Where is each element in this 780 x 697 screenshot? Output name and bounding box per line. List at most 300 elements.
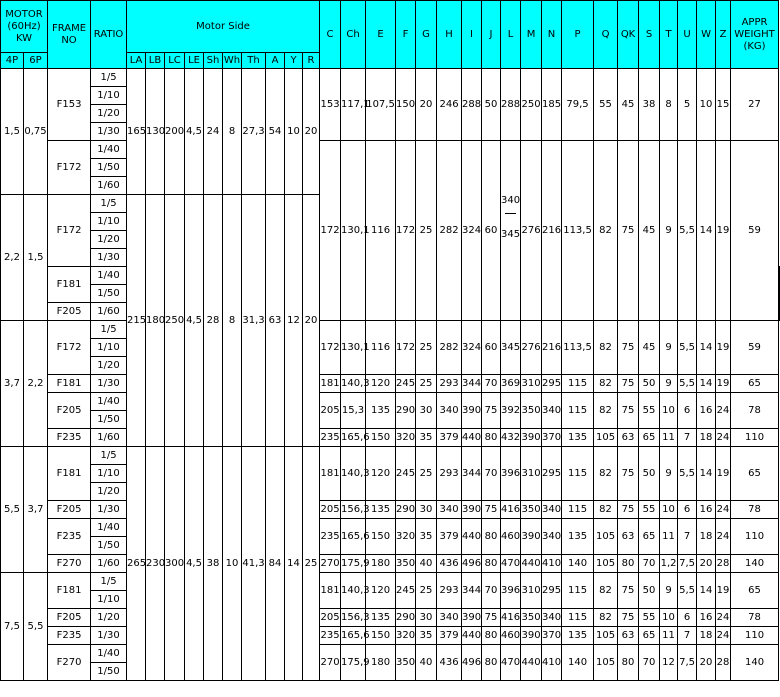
- ratio-cell: 1/10: [91, 213, 127, 231]
- dim-cell: 75: [618, 501, 639, 519]
- dim-cell: 75: [618, 573, 639, 609]
- dim-cell: 340: [437, 501, 462, 519]
- dim-cell: 28: [716, 555, 731, 573]
- dim-cell: 20: [697, 555, 716, 573]
- dim-cell: 115: [562, 609, 594, 627]
- motor-side-cell: 300: [165, 447, 185, 681]
- frame-no-cell: F172: [48, 195, 91, 267]
- dash-divider: [505, 213, 516, 214]
- dim-cell: 205: [320, 609, 341, 627]
- ratio-cell: 1/40: [91, 645, 127, 663]
- table-row: [1, 1, 780, 53]
- dim-cell: 340: [542, 501, 562, 519]
- motor-side-cell: 25: [303, 447, 320, 681]
- dim-cell: 16: [697, 609, 716, 627]
- dim-cell: 350: [396, 555, 416, 573]
- dim-cell: 282: [437, 321, 462, 375]
- dim-col-header: M: [521, 1, 542, 69]
- dim-cell: 105: [594, 555, 618, 573]
- frame-no-cell: F205: [48, 303, 91, 321]
- dim-cell: 295: [542, 375, 562, 393]
- weight-cell: 27: [731, 69, 779, 141]
- dim-cell: 340: [437, 393, 462, 429]
- dim-cell: 82: [594, 393, 618, 429]
- dim-col-header: Z: [716, 1, 731, 69]
- dim-cell: 20: [697, 645, 716, 681]
- dim-cell: 235: [320, 627, 341, 645]
- dim-cell: 156,3: [341, 501, 366, 519]
- dim-cell: 65: [639, 429, 660, 447]
- ratio-cell: 1/40: [91, 267, 127, 285]
- frame-no-cell: F172: [48, 321, 91, 375]
- dim-cell: 55: [639, 609, 660, 627]
- table-row: [1, 519, 780, 537]
- dim-cell: 324: [462, 141, 482, 321]
- dim-cell: 105: [594, 429, 618, 447]
- ratio-cell: 1/60: [91, 303, 127, 321]
- dim-cell: 75: [618, 321, 639, 375]
- dim-cell: 24: [716, 501, 731, 519]
- dim-cell: 440: [521, 645, 542, 681]
- dim-cell: 496: [462, 555, 482, 573]
- dim-cell: 135: [366, 609, 396, 627]
- motor-side-cell: 130: [146, 69, 165, 195]
- dim-cell: 460: [501, 627, 521, 645]
- dim-cell: 165,6: [341, 429, 366, 447]
- motor-side-col-header: LC: [165, 53, 185, 69]
- ratio-cell: 1/50: [91, 537, 127, 555]
- dim-cell: 35: [416, 429, 437, 447]
- motor-side-col-header: LA: [127, 53, 146, 69]
- dim-cell: 156,3: [341, 609, 366, 627]
- dim-col-header: W: [697, 1, 716, 69]
- dim-cell: 82: [594, 573, 618, 609]
- motor-kw-4p: 7,5: [1, 573, 24, 681]
- ratio-cell: 1/5: [91, 573, 127, 591]
- dim-cell: 205: [320, 501, 341, 519]
- dim-cell: 19: [716, 573, 731, 609]
- dim-cell: 150: [366, 627, 396, 645]
- dim-cell: 10: [660, 501, 678, 519]
- ratio-cell: 1/10: [91, 339, 127, 357]
- dim-cell: 60: [482, 141, 501, 321]
- dim-cell: 5,5: [678, 447, 697, 501]
- dim-cell: 63: [618, 519, 639, 555]
- dim-cell: 432: [501, 429, 521, 447]
- dim-cell: 180: [366, 645, 396, 681]
- dim-cell: 75: [618, 375, 639, 393]
- dim-cell: 9: [660, 573, 678, 609]
- weight-cell: 110: [731, 627, 779, 645]
- dim-cell: 235: [320, 519, 341, 555]
- dim-cell: 246: [437, 69, 462, 141]
- dim-cell: 25: [416, 141, 437, 321]
- dim-cell: 35: [416, 627, 437, 645]
- dim-cell: 410: [542, 645, 562, 681]
- dim-cell: 460: [501, 519, 521, 555]
- motor-side-cell: 14: [285, 447, 303, 681]
- dim-cell: 9: [660, 321, 678, 375]
- frame-no-cell: F205: [48, 393, 91, 429]
- dim-cell: 75: [482, 501, 501, 519]
- motor-side-col-header: A: [266, 53, 285, 69]
- dim-cell: 115: [562, 393, 594, 429]
- dim-cell: 140,3: [341, 573, 366, 609]
- dim-cell: 216: [542, 321, 562, 375]
- dim-cell: 7: [678, 429, 697, 447]
- dim-cell: 38: [639, 69, 660, 141]
- table-row: [1, 447, 780, 465]
- dim-cell: 245: [396, 573, 416, 609]
- dim-cell: 5,5: [678, 573, 697, 609]
- dim-cell: 340: [542, 393, 562, 429]
- dim-cell: 18: [697, 627, 716, 645]
- dim-cell: 5,5: [678, 375, 697, 393]
- dim-col-header: N: [542, 1, 562, 69]
- dim-cell: 1,2: [660, 555, 678, 573]
- motor-side-cell: 4,5: [185, 447, 204, 681]
- dim-col-header: T: [660, 1, 678, 69]
- dim-cell: 82: [594, 321, 618, 375]
- dim-cell: 113,5: [562, 321, 594, 375]
- ratio-cell: 1/30: [91, 627, 127, 645]
- table-row: [1, 573, 780, 591]
- dim-cell: 11: [660, 429, 678, 447]
- dim-cell: 410: [542, 555, 562, 573]
- frame-no-cell: F270: [48, 555, 91, 573]
- motor-kw-4p: 5,5: [1, 447, 24, 573]
- motor-kw-4p: 2,2: [1, 195, 24, 321]
- dim-cell: 115: [562, 375, 594, 393]
- dim-cell: 18: [697, 429, 716, 447]
- dim-cell: 245: [396, 447, 416, 501]
- motor-side-cell: 4,5: [185, 195, 204, 447]
- motor-kw-6p: 0,75: [24, 69, 48, 195]
- dim-cell: 293: [437, 447, 462, 501]
- weight-cell: 59: [731, 321, 779, 375]
- dim-cell: 344: [462, 573, 482, 609]
- ratio-cell: 1/5: [91, 195, 127, 213]
- dim-cell: 6: [678, 393, 697, 429]
- dim-cell: 5,5: [678, 141, 697, 321]
- dim-col-header: I: [462, 1, 482, 69]
- dim-cell: 35: [416, 519, 437, 555]
- frame-no-cell: F153: [48, 69, 91, 141]
- dim-cell: 16: [697, 501, 716, 519]
- dim-cell: 290: [396, 609, 416, 627]
- dim-cell: 288: [501, 69, 521, 141]
- dim-cell: 270: [320, 645, 341, 681]
- dim-cell: 416: [501, 609, 521, 627]
- dim-cell: 63: [618, 627, 639, 645]
- dim-cell: 9: [660, 447, 678, 501]
- pole-4p-header: 4P: [1, 53, 24, 69]
- dim-cell: 19: [716, 141, 731, 321]
- dim-cell: 107,5: [366, 69, 396, 141]
- motor-side-cell: 84: [266, 447, 285, 681]
- ratio-cell: 1/60: [91, 429, 127, 447]
- dim-cell: 390: [462, 501, 482, 519]
- table-row: [1, 645, 780, 663]
- dim-cell: 70: [482, 573, 501, 609]
- table-row: [1, 609, 780, 627]
- ratio-cell: 1/20: [91, 483, 127, 501]
- motor-side-cell: 8: [223, 69, 242, 195]
- dim-cell: 19: [716, 447, 731, 501]
- dim-cell: 496: [462, 645, 482, 681]
- dim-cell: 392: [501, 393, 521, 429]
- dim-cell: 75: [618, 393, 639, 429]
- dim-cell: 390: [462, 609, 482, 627]
- dim-cell: 153: [320, 69, 341, 141]
- dim-cell: 135: [562, 519, 594, 555]
- ratio-cell: 1/40: [91, 393, 127, 411]
- dim-l-value-bottom: 345: [501, 229, 521, 240]
- dim-cell: 63: [618, 429, 639, 447]
- ratio-cell: 1/40: [91, 519, 127, 537]
- dim-cell: 105: [594, 627, 618, 645]
- dim-cell: 120: [366, 573, 396, 609]
- dim-cell: 19: [716, 375, 731, 393]
- ratio-cell: 1/5: [91, 321, 127, 339]
- dim-cell: 80: [482, 555, 501, 573]
- dim-cell: 293: [437, 375, 462, 393]
- ratio-cell: 1/30: [91, 123, 127, 141]
- frame-no-cell: F181: [48, 267, 91, 303]
- ratio-cell: 1/5: [91, 447, 127, 465]
- dim-col-header: J: [482, 1, 501, 69]
- dim-cell: 60: [482, 321, 501, 375]
- dim-l-value-top: 340: [501, 195, 521, 206]
- dim-cell: 82: [594, 501, 618, 519]
- dim-cell: 396: [501, 447, 521, 501]
- dim-cell: 350: [521, 501, 542, 519]
- motor-side-col-header: LE: [185, 53, 204, 69]
- dim-cell: 320: [396, 627, 416, 645]
- dim-cell: 276: [521, 141, 542, 321]
- ratio-cell: 1/60: [91, 177, 127, 195]
- dim-cell: 75: [482, 609, 501, 627]
- dim-col-header: Ch: [341, 1, 366, 69]
- frame-no-cell: F235: [48, 429, 91, 447]
- table-row: [1, 69, 780, 87]
- dim-cell: 24: [716, 519, 731, 555]
- dim-cell: 390: [521, 627, 542, 645]
- dim-cell: 181: [320, 447, 341, 501]
- ratio-cell: 1/50: [91, 285, 127, 303]
- motor-side-cell: 230: [146, 447, 165, 681]
- dim-cell: 82: [594, 375, 618, 393]
- dim-col-header: P: [562, 1, 594, 69]
- motor-side-cell: 24: [204, 69, 223, 195]
- dim-col-header: E: [366, 1, 396, 69]
- ratio-cell: 1/20: [91, 105, 127, 123]
- dim-cell: 7,5: [678, 645, 697, 681]
- dim-cell: 30: [416, 501, 437, 519]
- dim-cell: 390: [521, 429, 542, 447]
- dim-cell: 340: [437, 609, 462, 627]
- dim-cell: 25: [416, 573, 437, 609]
- dim-cell: 14: [697, 573, 716, 609]
- dim-col-header: G: [416, 1, 437, 69]
- ratio-cell: 1/50: [91, 663, 127, 681]
- dim-cell: 115: [562, 501, 594, 519]
- frame-no-cell: F181: [48, 447, 91, 501]
- dim-cell: 82: [594, 447, 618, 501]
- dim-cell: 25: [416, 321, 437, 375]
- dim-cell: 436: [437, 555, 462, 573]
- dim-cell: 344: [462, 375, 482, 393]
- dim-cell: 324: [462, 321, 482, 375]
- dim-cell: 75: [482, 393, 501, 429]
- ratio-cell: 1/20: [91, 357, 127, 375]
- dim-cell: 75: [618, 447, 639, 501]
- dim-cell: 45: [639, 141, 660, 321]
- ratio-cell: 1/20: [91, 609, 127, 627]
- dim-cell: 7: [678, 627, 697, 645]
- dim-cell: 55: [639, 393, 660, 429]
- motor-side-cell: 8: [223, 195, 242, 447]
- dim-cell: 50: [639, 375, 660, 393]
- dim-cell: 344: [462, 447, 482, 501]
- motor-kw-header: MOTOR (60Hz) KW: [1, 1, 48, 53]
- dim-cell: 14: [697, 375, 716, 393]
- dim-cell: 130,1: [341, 321, 366, 375]
- dim-cell: 172: [396, 321, 416, 375]
- dim-cell: 70: [482, 375, 501, 393]
- dim-cell: 135: [366, 393, 396, 429]
- dim-cell: 172: [320, 141, 341, 321]
- dim-cell: 288: [462, 69, 482, 141]
- table-row: [1, 501, 780, 519]
- dim-col-header: QK: [618, 1, 639, 69]
- dim-cell: 320: [396, 429, 416, 447]
- dim-cell: 80: [482, 519, 501, 555]
- dim-cell: 172: [396, 141, 416, 321]
- dim-cell: 15,3: [341, 393, 366, 429]
- dim-cell: 24: [716, 627, 731, 645]
- motor-kw-4p: 1,5: [1, 69, 24, 195]
- dim-cell: 310: [521, 573, 542, 609]
- table-row: [1, 429, 780, 447]
- dim-cell: 120: [366, 375, 396, 393]
- dim-cell: 14: [697, 141, 716, 321]
- ratio-header: RATIO: [91, 1, 127, 69]
- dim-cell: 18: [697, 519, 716, 555]
- dim-cell: 295: [542, 573, 562, 609]
- dim-cell: 185: [542, 69, 562, 141]
- dim-cell: 370: [542, 627, 562, 645]
- dim-cell: 320: [396, 519, 416, 555]
- motor-kw-4p: 3,7: [1, 321, 24, 447]
- motor-kw-6p: 5,5: [24, 573, 48, 681]
- dim-cell: 150: [366, 519, 396, 555]
- frame-no-cell: F205: [48, 501, 91, 519]
- dim-cell: 10: [660, 393, 678, 429]
- dim-cell: 140: [562, 645, 594, 681]
- dim-cell: 345: [501, 321, 521, 375]
- motor-side-cell: 63: [266, 195, 285, 447]
- dim-cell: 282: [437, 141, 462, 321]
- frame-no-header: FRAME NO: [48, 1, 91, 69]
- dim-cell: 270: [320, 555, 341, 573]
- motor-kw-6p: 1,5: [24, 195, 48, 321]
- frame-no-cell: F235: [48, 519, 91, 555]
- dim-l-split-cell: [501, 141, 521, 321]
- dim-cell: 140: [562, 555, 594, 573]
- dim-cell: 135: [366, 501, 396, 519]
- dim-cell: 369: [501, 375, 521, 393]
- dim-col-header: L: [501, 1, 521, 69]
- dim-cell: 290: [396, 501, 416, 519]
- dim-col-header: Q: [594, 1, 618, 69]
- motor-kw-6p: 3,7: [24, 447, 48, 573]
- dim-cell: 310: [521, 447, 542, 501]
- dim-cell: 5: [678, 69, 697, 141]
- dim-col-header: F: [396, 1, 416, 69]
- dim-cell: 181: [320, 375, 341, 393]
- dim-cell: 105: [594, 645, 618, 681]
- ratio-cell: 1/10: [91, 87, 127, 105]
- weight-cell: 110: [731, 429, 779, 447]
- ratio-cell: 1/30: [91, 375, 127, 393]
- dim-cell: 16: [697, 393, 716, 429]
- dim-cell: 105: [594, 519, 618, 555]
- dim-cell: 80: [618, 555, 639, 573]
- motor-side-cell: 27,3: [242, 69, 266, 195]
- dim-cell: 80: [482, 429, 501, 447]
- dim-cell: 50: [639, 447, 660, 501]
- dim-cell: 65: [639, 627, 660, 645]
- ratio-cell: 1/50: [91, 411, 127, 429]
- dim-cell: 350: [396, 645, 416, 681]
- dim-cell: 70: [482, 447, 501, 501]
- dim-cell: 65: [639, 519, 660, 555]
- dim-cell: 440: [521, 555, 542, 573]
- dim-cell: 293: [437, 573, 462, 609]
- dim-cell: 25: [416, 375, 437, 393]
- dim-cell: 80: [482, 645, 501, 681]
- dim-cell: 295: [542, 447, 562, 501]
- dim-cell: 55: [594, 69, 618, 141]
- dim-cell: 175,9: [341, 645, 366, 681]
- weight-cell: 78: [731, 501, 779, 519]
- dim-cell: 11: [660, 519, 678, 555]
- dim-cell: 390: [521, 519, 542, 555]
- dim-cell: 150: [396, 69, 416, 141]
- dim-cell: 172: [320, 321, 341, 375]
- dim-cell: 276: [521, 321, 542, 375]
- ratio-cell: 1/50: [91, 159, 127, 177]
- dim-cell: 216: [542, 141, 562, 321]
- dim-cell: 19: [716, 321, 731, 375]
- dim-cell: 117,1: [341, 69, 366, 141]
- dim-cell: 8: [660, 69, 678, 141]
- dim-cell: 235: [320, 429, 341, 447]
- dim-cell: 50: [639, 573, 660, 609]
- dim-cell: 180: [366, 555, 396, 573]
- dim-cell: 340: [542, 519, 562, 555]
- dim-cell: 14: [697, 447, 716, 501]
- dim-cell: 436: [437, 645, 462, 681]
- dim-cell: 75: [618, 609, 639, 627]
- frame-no-cell: F205: [48, 609, 91, 627]
- dim-cell: 120: [366, 447, 396, 501]
- dim-cell: 70: [639, 645, 660, 681]
- motor-side-cell: 54: [266, 69, 285, 195]
- dim-cell: 115: [562, 447, 594, 501]
- motor-side-cell: 10: [285, 69, 303, 195]
